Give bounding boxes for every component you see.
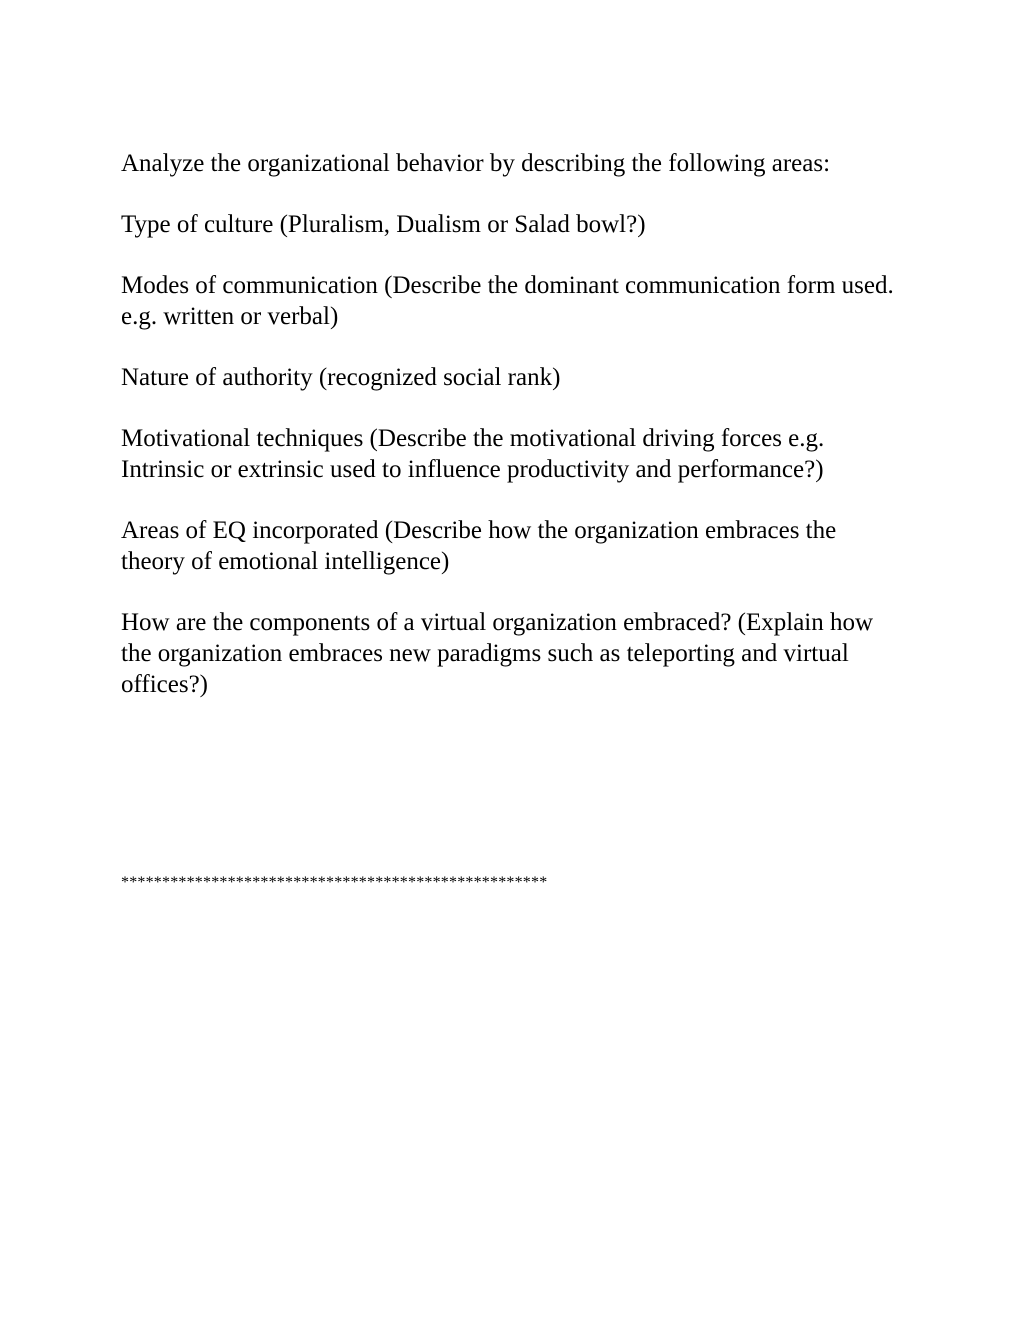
motivational-techniques-item: Motivational techniques (Describe the motivational driving forces e.g. Intrinsic or extrinsic used to influence productivity and performance?): [121, 425, 825, 483]
virtual-organization-item: How are the components of a virtual organization embraced? (Explain how the organization embraces new paradigms such as teleporting and virtual offices?): [121, 609, 874, 698]
asterisk-separator: ****************************************************: [121, 874, 548, 891]
document-body: [121, 148, 901, 700]
intro-paragraph: Analyze the organizational behavior by describing the following areas:: [121, 150, 831, 177]
culture-type-item: Type of culture (Pluralism, Dualism or Salad bowl?): [121, 211, 646, 238]
eq-areas-item: Areas of EQ incorporated (Describe how the organization embraces the theory of emotional intelligence): [121, 517, 837, 575]
authority-nature-item: Nature of authority (recognized social rank): [121, 364, 561, 391]
communication-modes-item: Modes of communication (Describe the dominant communication form used. e.g. written or verbal): [121, 272, 894, 330]
